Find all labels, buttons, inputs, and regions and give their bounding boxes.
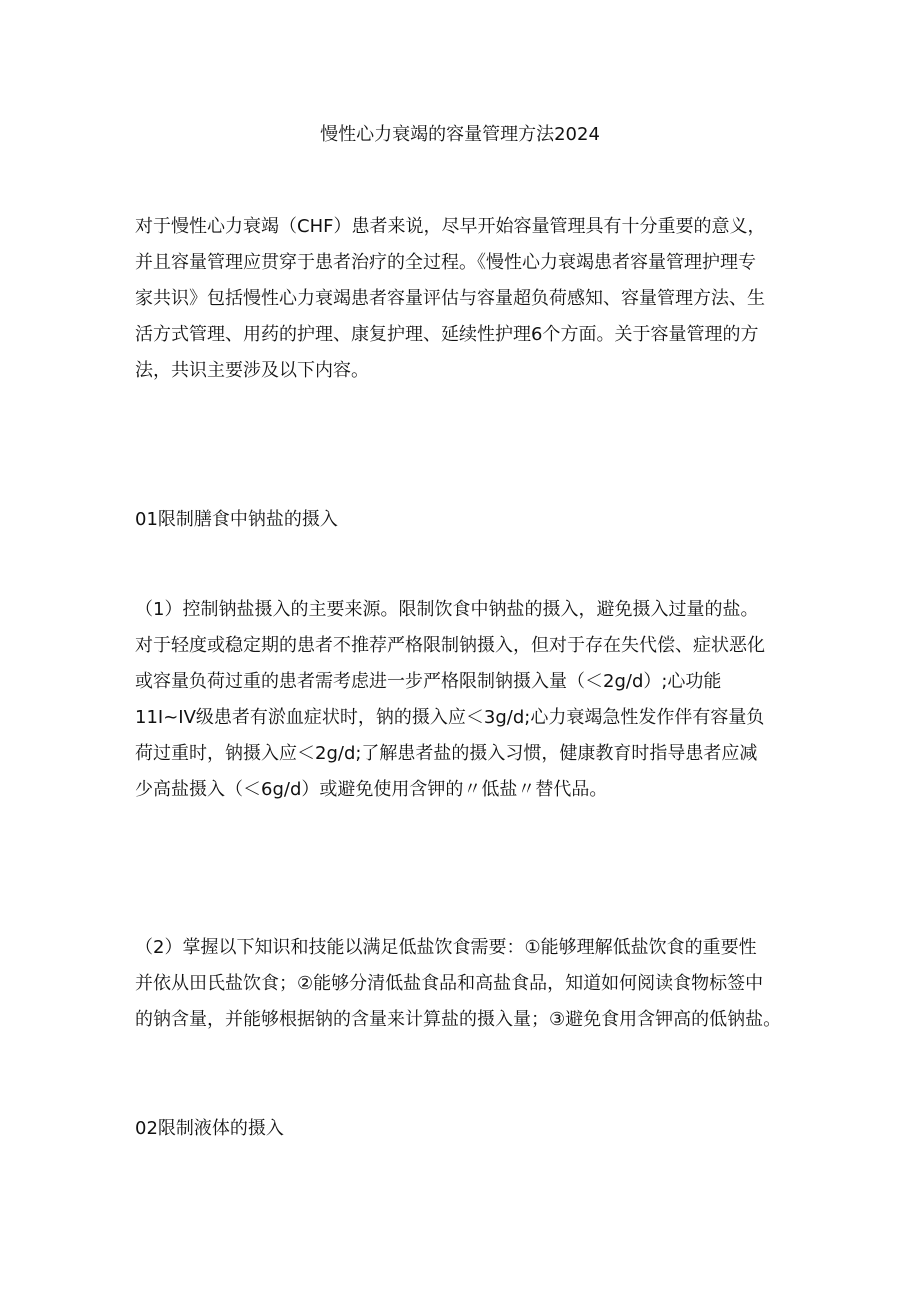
paragraph-line: 的钠含量，并能够根据钠的含量来计算盐的摄入量；③避免食用含钾高的低钠盐。 [135, 1009, 782, 1030]
intro-paragraph [135, 209, 795, 389]
paragraph-line: 11I~IV级患者有淤血症状时，钠的摄入应＜3g/d;心力衰竭急性发作伴有容量负 [135, 707, 765, 728]
intro-line: 法，共识主要涉及以下内容。 [135, 360, 369, 381]
section-heading-02: 02限制液体的摄入 [135, 1118, 284, 1139]
paragraph-line: 对于轻度或稳定期的患者不推荐严格限制钠摄入，但对于存在失代偿、症状恶化 [135, 635, 765, 656]
paragraph-line: 或容量负荷过重的患者需考虑进一步严格限制钠摄入量（＜2g/d）;心功能 [135, 671, 722, 692]
intro-line: 对于慢性心力衰竭（CHF）患者来说，尽早开始容量管理具有十分重要的意义， [135, 216, 766, 237]
paragraph-line: 荷过重时，钠摄入应＜2g/d;了解患者盐的摄入习惯，健康教育时指导患者应减 [135, 743, 758, 764]
paragraph-line: （2）掌握以下知识和技能以满足低盐饮食需要：①能够理解低盐饮食的重要性 [135, 937, 757, 958]
intro-line: 家共识》包括慢性心力衰竭患者容量评估与容量超负荷感知、容量管理方法、生 [135, 288, 765, 309]
paragraph-2 [135, 930, 795, 1038]
paragraph-line: 并依从田氏盐饮食；②能够分清低盐食品和高盐食品，知道如何阅读食物标签中 [135, 973, 764, 994]
intro-line: 并且容量管理应贯穿于患者治疗的全过程。《慢性心力衰竭患者容量管理护理专 [135, 252, 756, 273]
paragraph-1 [135, 592, 795, 808]
section-heading-01: 01限制膳食中钠盐的摄入 [135, 509, 338, 530]
intro-line: 活方式管理、用药的护理、康复护理、延续性护理6个方面。关于容量管理的方 [135, 324, 759, 345]
paragraph-line: （1）控制钠盐摄入的主要来源。限制饮食中钠盐的摄入，避免摄入过量的盐。 [135, 599, 759, 620]
paragraph-line: 少高盐摄入（＜6g/d）或避免使用含钾的〃低盐〃替代品。 [135, 779, 608, 800]
document-title: 慢性心力衰竭的容量管理方法2024 [320, 124, 600, 145]
